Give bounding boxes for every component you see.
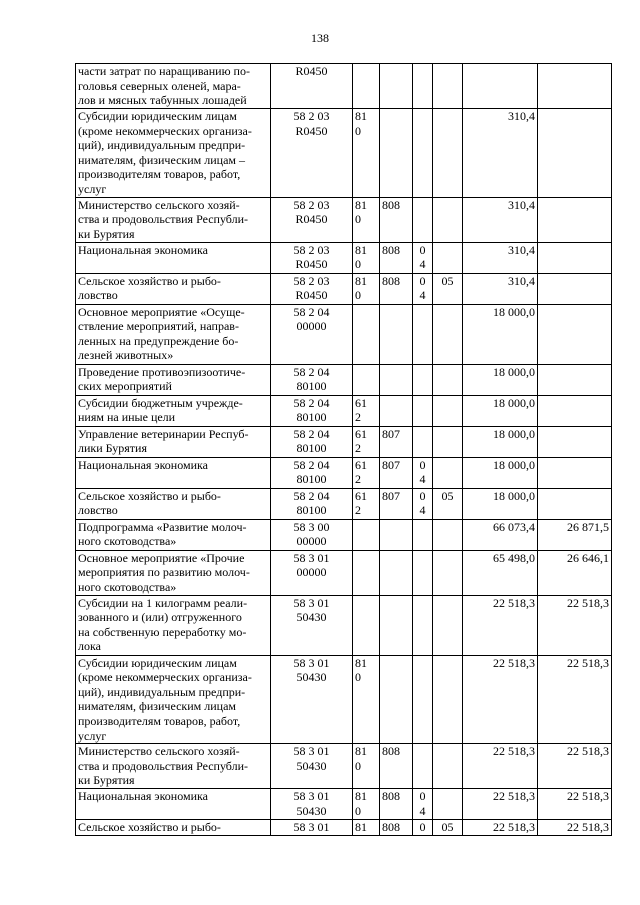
- target-article-cell: 58 3 01 50430: [271, 744, 353, 789]
- row-name-cell: Субсидии юридическим лицам (кроме некоммерческих организа- ций), индивидуальным предпри- нимателям, физическим лицам производителям товаров, работ, услуг: [76, 655, 271, 744]
- subsection-cell: [433, 519, 463, 550]
- target-article-cell: 58 2 03 R0450: [271, 273, 353, 304]
- subsection-cell: 05: [433, 820, 463, 836]
- section-cell: [413, 64, 433, 109]
- table-body: [76, 64, 612, 836]
- target-article-cell: 58 2 04 80100: [271, 488, 353, 519]
- expense-type-cell: 81 0: [353, 273, 380, 304]
- amount-2-cell: [538, 457, 612, 488]
- amount-1-cell: 18 000,0: [463, 426, 538, 457]
- table-row: [76, 595, 612, 655]
- table-row: [76, 64, 612, 109]
- section-cell: [413, 655, 433, 744]
- expense-type-cell: 61 2: [353, 488, 380, 519]
- table-row: [76, 655, 612, 744]
- expense-type-cell: 61 2: [353, 426, 380, 457]
- amount-1-cell: 310,4: [463, 242, 538, 273]
- amount-1-cell: [463, 64, 538, 109]
- section-cell: [413, 364, 433, 395]
- amount-2-cell: [538, 364, 612, 395]
- amount-2-cell: 22 518,3: [538, 744, 612, 789]
- amount-2-cell: [538, 109, 612, 198]
- subsection-cell: [433, 395, 463, 426]
- table-row: [76, 197, 612, 242]
- amount-2-cell: [538, 273, 612, 304]
- ministry-code-cell: [380, 64, 413, 109]
- subsection-cell: [433, 595, 463, 655]
- subsection-cell: 05: [433, 273, 463, 304]
- section-cell: [413, 744, 433, 789]
- ministry-code-cell: [380, 550, 413, 595]
- expense-type-cell: 81 0: [353, 197, 380, 242]
- ministry-code-cell: 807: [380, 457, 413, 488]
- amount-2-cell: 22 518,3: [538, 789, 612, 820]
- subsection-cell: [433, 655, 463, 744]
- expense-type-cell: [353, 64, 380, 109]
- ministry-code-cell: 807: [380, 426, 413, 457]
- ministry-code-cell: 808: [380, 820, 413, 836]
- subsection-cell: [433, 364, 463, 395]
- section-cell: 0 4: [413, 789, 433, 820]
- expense-type-cell: [353, 364, 380, 395]
- row-name-cell: Министерство сельского хозяй- ства и продовольствия Республи- ки Бурятия: [76, 197, 271, 242]
- expense-type-cell: [353, 519, 380, 550]
- row-name-cell: Проведение противоэпизоотиче- ских мероприятий: [76, 364, 271, 395]
- amount-2-cell: 26 646,1: [538, 550, 612, 595]
- table-row: [76, 550, 612, 595]
- row-name-cell: Основное мероприятие «Осуще- ствление мероприятий, направ- ленных на предупреждение бо- лезней животных»: [76, 304, 271, 364]
- target-article-cell: 58 2 03 R0450: [271, 242, 353, 273]
- target-article-cell: 58 3 01 50430: [271, 595, 353, 655]
- ministry-code-cell: 808: [380, 197, 413, 242]
- ministry-code-cell: [380, 595, 413, 655]
- budget-table: [75, 63, 612, 836]
- row-name-cell: Национальная экономика: [76, 789, 271, 820]
- ministry-code-cell: [380, 655, 413, 744]
- expense-type-cell: 81 0: [353, 242, 380, 273]
- table-row: [76, 242, 612, 273]
- table-row: [76, 395, 612, 426]
- table-row: [76, 109, 612, 198]
- expense-type-cell: 81: [353, 820, 380, 836]
- row-name-cell: Субсидии на 1 килограмм реали- зованного и (или) отгруженного на собственную переработку мо- лока: [76, 595, 271, 655]
- amount-2-cell: [538, 304, 612, 364]
- row-name-cell: Сельское хозяйство и рыбо-: [76, 820, 271, 836]
- subsection-cell: [433, 304, 463, 364]
- target-article-cell: 58 3 00 00000: [271, 519, 353, 550]
- subsection-cell: [433, 550, 463, 595]
- table-row: [76, 273, 612, 304]
- amount-1-cell: 18 000,0: [463, 457, 538, 488]
- amount-2-cell: [538, 242, 612, 273]
- section-cell: 0 4: [413, 488, 433, 519]
- target-article-cell: 58 2 03 R0450: [271, 109, 353, 198]
- expense-type-cell: 61 2: [353, 395, 380, 426]
- table-row: [76, 364, 612, 395]
- amount-1-cell: 18 000,0: [463, 395, 538, 426]
- amount-1-cell: 310,4: [463, 109, 538, 198]
- target-article-cell: 58 2 03 R0450: [271, 197, 353, 242]
- amount-2-cell: [538, 395, 612, 426]
- ministry-code-cell: 808: [380, 744, 413, 789]
- amount-1-cell: 18 000,0: [463, 304, 538, 364]
- ministry-code-cell: 807: [380, 488, 413, 519]
- ministry-code-cell: 808: [380, 242, 413, 273]
- ministry-code-cell: [380, 109, 413, 198]
- target-article-cell: 58 3 01 50430: [271, 789, 353, 820]
- amount-1-cell: 22 518,3: [463, 655, 538, 744]
- amount-2-cell: 22 518,3: [538, 820, 612, 836]
- expense-type-cell: 81 0: [353, 744, 380, 789]
- amount-2-cell: 26 871,5: [538, 519, 612, 550]
- amount-1-cell: 310,4: [463, 273, 538, 304]
- subsection-cell: [433, 457, 463, 488]
- table-row: [76, 820, 612, 836]
- target-article-cell: R0450: [271, 64, 353, 109]
- row-name-cell: Сельское хозяйство и рыбо- ловство: [76, 273, 271, 304]
- table-row: [76, 304, 612, 364]
- amount-2-cell: 22 518,3: [538, 655, 612, 744]
- section-cell: 0 4: [413, 273, 433, 304]
- subsection-cell: [433, 64, 463, 109]
- ministry-code-cell: [380, 395, 413, 426]
- table-row: [76, 457, 612, 488]
- ministry-code-cell: 808: [380, 273, 413, 304]
- amount-1-cell: 22 518,3: [463, 789, 538, 820]
- subsection-cell: 05: [433, 488, 463, 519]
- amount-1-cell: 18 000,0: [463, 488, 538, 519]
- ministry-code-cell: [380, 364, 413, 395]
- amount-2-cell: [538, 488, 612, 519]
- expense-type-cell: [353, 550, 380, 595]
- row-name-cell: Управление ветеринарии Респуб- лики Бурятия: [76, 426, 271, 457]
- target-article-cell: 58 3 01 50430: [271, 655, 353, 744]
- section-cell: [413, 395, 433, 426]
- page-number: 138: [311, 31, 329, 45]
- amount-2-cell: [538, 197, 612, 242]
- expense-type-cell: 81 0: [353, 109, 380, 198]
- subsection-cell: [433, 197, 463, 242]
- section-cell: [413, 550, 433, 595]
- amount-1-cell: 66 073,4: [463, 519, 538, 550]
- section-cell: [413, 519, 433, 550]
- target-article-cell: 58 2 04 00000: [271, 304, 353, 364]
- table-row: [76, 426, 612, 457]
- row-name-cell: части затрат по наращиванию по- головья северных оленей, мара- лов и мясных табунных лошадей: [76, 64, 271, 109]
- row-name-cell: Субсидии юридическим лицам (кроме некоммерческих организа- ций), индивидуальным предпри- нимателям, физическим лицам – производителям товаров, работ, услуг: [76, 109, 271, 198]
- row-name-cell: Субсидии бюджетным учрежде- ниям на иные цели: [76, 395, 271, 426]
- row-name-cell: Основное мероприятие «Прочие мероприятия по развитию молоч- ного скотоводства»: [76, 550, 271, 595]
- section-cell: 0 4: [413, 457, 433, 488]
- section-cell: [413, 426, 433, 457]
- subsection-cell: [433, 242, 463, 273]
- amount-2-cell: 22 518,3: [538, 595, 612, 655]
- section-cell: [413, 197, 433, 242]
- expense-type-cell: [353, 304, 380, 364]
- target-article-cell: 58 2 04 80100: [271, 395, 353, 426]
- section-cell: 0: [413, 820, 433, 836]
- row-name-cell: Национальная экономика: [76, 242, 271, 273]
- amount-1-cell: 22 518,3: [463, 744, 538, 789]
- subsection-cell: [433, 789, 463, 820]
- section-cell: [413, 304, 433, 364]
- table-row: [76, 488, 612, 519]
- table-row: [76, 519, 612, 550]
- section-cell: [413, 109, 433, 198]
- ministry-code-cell: [380, 519, 413, 550]
- expense-type-cell: 81 0: [353, 655, 380, 744]
- subsection-cell: [433, 109, 463, 198]
- row-name-cell: Сельское хозяйство и рыбо- ловство: [76, 488, 271, 519]
- target-article-cell: 58 3 01 00000: [271, 550, 353, 595]
- ministry-code-cell: 808: [380, 789, 413, 820]
- expense-type-cell: [353, 595, 380, 655]
- subsection-cell: [433, 426, 463, 457]
- target-article-cell: 58 3 01: [271, 820, 353, 836]
- target-article-cell: 58 2 04 80100: [271, 457, 353, 488]
- target-article-cell: 58 2 04 80100: [271, 426, 353, 457]
- amount-1-cell: 22 518,3: [463, 820, 538, 836]
- row-name-cell: Министерство сельского хозяй- ства и продовольствия Республи- ки Бурятия: [76, 744, 271, 789]
- table-row: [76, 789, 612, 820]
- amount-1-cell: 310,4: [463, 197, 538, 242]
- amount-2-cell: [538, 426, 612, 457]
- section-cell: 0 4: [413, 242, 433, 273]
- section-cell: [413, 595, 433, 655]
- amount-1-cell: 65 498,0: [463, 550, 538, 595]
- target-article-cell: 58 2 04 80100: [271, 364, 353, 395]
- amount-1-cell: 18 000,0: [463, 364, 538, 395]
- expense-type-cell: 81 0: [353, 789, 380, 820]
- table-row: [76, 744, 612, 789]
- amount-2-cell: [538, 64, 612, 109]
- row-name-cell: Подпрограмма «Развитие молоч- ного скотоводства»: [76, 519, 271, 550]
- row-name-cell: Национальная экономика: [76, 457, 271, 488]
- ministry-code-cell: [380, 304, 413, 364]
- expense-type-cell: 61 2: [353, 457, 380, 488]
- subsection-cell: [433, 744, 463, 789]
- amount-1-cell: 22 518,3: [463, 595, 538, 655]
